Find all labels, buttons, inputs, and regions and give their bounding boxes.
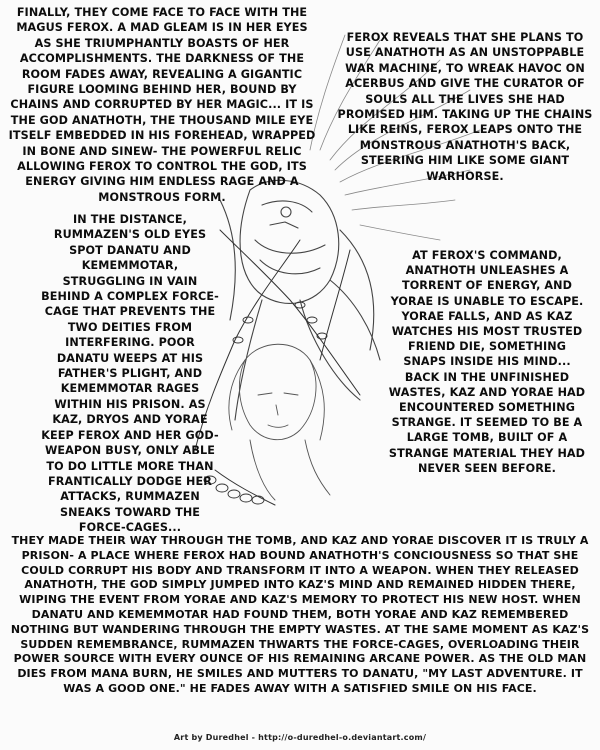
story-text-top-left — [6, 5, 318, 205]
paragraph-war-machine: FEROX REVEALS THAT SHE PLANS TO USE ANATHOTH AS AN UNSTOPPABLE WAR MACHINE, TO WREAK HAVOC ON ACERBUS AND GIVE THE CURATOR OF SOULS ALL THE LIVES SHE HAD PROMISED HIM. TAKING UP THE CHAINS LIKE REINS, FEROX LEAPS ONTO THE MONSTROUS ANATHOTH'S BACK, STEERING HIM LIKE SOME GIANT WARHORSE. — [337, 31, 593, 183]
story-text-middle-left — [40, 212, 220, 536]
story-text-top-right — [336, 30, 594, 184]
story-text-middle-right — [386, 248, 588, 476]
artist-credit: Art by Duredhel - http://o-duredhel-o.deviantart.com/ — [173, 733, 427, 742]
paragraph-rummazen: IN THE DISTANCE, RUMMAZEN'S OLD EYES SPOT DANATU AND KEMEMMOTAR, STRUGGLING IN VAIN BEHIND A COMPLEX FORCE-CAGE THAT PREVENTS THE TWO DEITIES FROM INTERFERING. POOR DANATU WEEPS AT HIS FATHER'S PLIGHT, AND KEMEMMOTAR RAGES WITHIN HIS PRISON. AS KAZ, DRYOS AND YORAE KEEP FEROX AND HER GOD-WEAPON BUSY, ONLY ABLE TO DO LITTLE MORE THAN FRANTICALLY DODGE HER ATTACKS, RUMMAZEN SNEAKS TOWARD THE FORCE-CAGES... — [41, 213, 219, 535]
paragraph-ferox-reveal: FINALLY, THEY COME FACE TO FACE WITH THE MAGUS FEROX. A MAD GLEAM IS IN HER EYES AS SHE TRIUMPHANTLY BOASTS OF HER ACCOMPLISHMENTS. THE DARKNESS OF THE ROOM FADES AWAY, REVEALING A GIGANTIC FIGURE LOOMING BEHIND HER, BOUND BY CHAINS AND CORRUPTED BY HER MAGIC... IT IS THE GOD ANATHOTH, THE THOUSAND MILE EYE ITSELF EMBEDDED IN HIS FOREHEAD, WRAPPED IN BONE AND SINEW- THE POWERFUL RELIC ALLOWING FEROX TO CONTROL THE GOD, ITS ENERGY GIVING HIM ENDLESS RAGE AND A MONSTROUS FORM. — [8, 6, 316, 204]
paragraph-yorae-falls: AT FEROX'S COMMAND, ANATHOTH UNLEASHES A TORRENT OF ENERGY, AND YORAE IS UNABLE TO ESCAPE. YORAE FALLS, AND AS KAZ WATCHES HIS MOST TRUSTED FRIEND DIE, SOMETHING SNAPS INSIDE HIS MIND... — [390, 249, 584, 369]
story-text-bottom — [10, 534, 590, 697]
paragraph-flashback: BACK IN THE UNFINISHED WASTES, KAZ AND YORAE HAD ENCOUNTERED SOMETHING STRANGE. IT SEEMED TO BE A LARGE TOMB, BUILT OF A STRANGE MATERIAL THEY HAD NEVER SEEN BEFORE. — [388, 370, 586, 475]
monster-sketch — [220, 180, 380, 420]
paragraph-tomb-prison: THEY MADE THEIR WAY THROUGH THE TOMB, AND KAZ AND YORAE DISCOVER IT IS TRULY A PRISON- A PLACE WHERE FEROX HAD BOUND ANATHOTH'S CONCIOUSNESS SO THAT SHE COULD CORRUPT HIS BODY AND TRANSFORM IT INTO A WEAPON. WHEN THEY RELEASED ANATHOTH, THE GOD SIMPLY JUMPED INTO KAZ'S MIND AND REMAINED HIDDEN THERE, WIPING THE EVENT FROM YORAE AND KAZ'S MEMORY TO PROTECT HIS NEW HOST. WHEN DANATU AND KEMEMMOTAR HAD FOUND THEM, BOTH YORAE AND KAZ REMEMBERED NOTHING BUT WANDERING THROUGH THE EMPTY WASTES. AT THE SAME MOMENT AS KAZ'S SUDDEN REMEMBRANCE, RUMMAZEN THWARTS THE FORCE-CAGES, OVERLOADING THEIR POWER SOURCE WITH EVERY OUNCE OF HIS REMAINING ARCANE POWER. AS THE OLD MAN DIES FROM MANA BURN, HE SMILES AND MUTTERS TO DANATU, "MY LAST ADVENTURE. IT WAS A GOOD ONE." HE FADES AWAY WITH A SATISFIED SMILE ON HIS FACE. — [10, 534, 590, 695]
